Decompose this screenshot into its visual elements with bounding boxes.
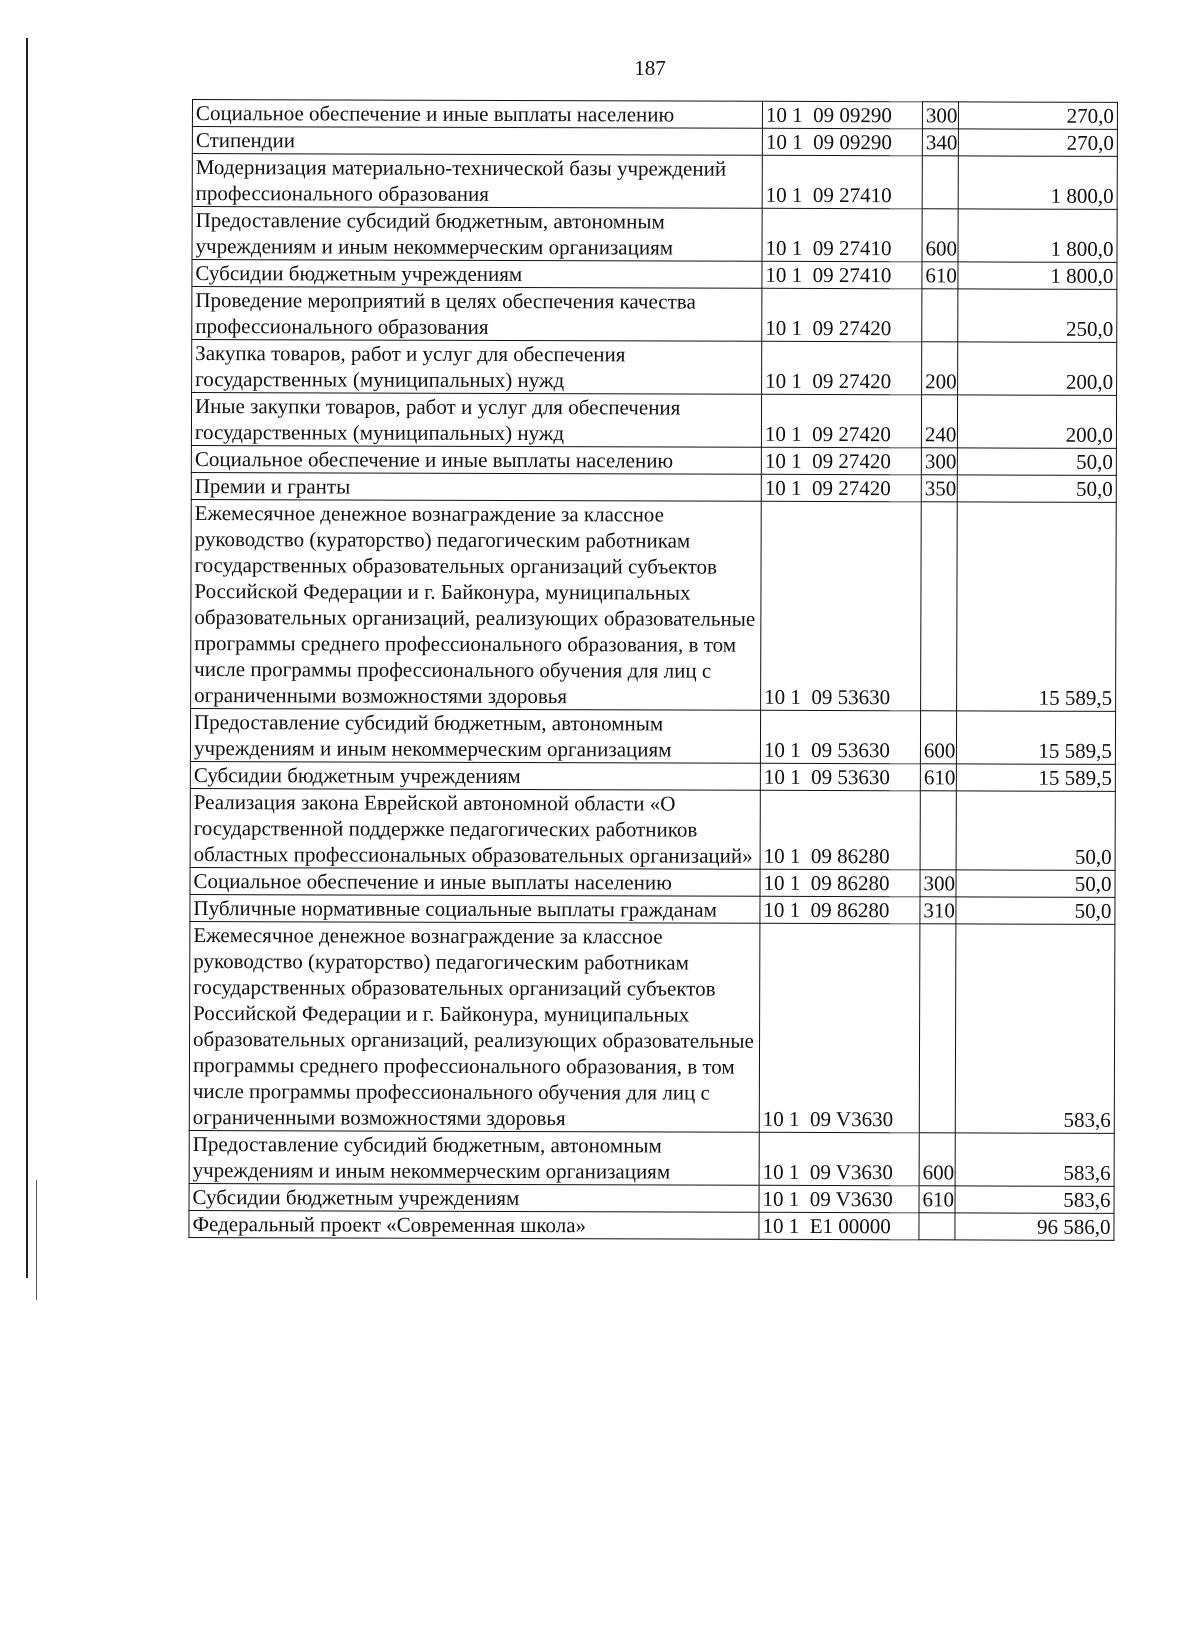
- row-expense-type: [920, 791, 956, 870]
- row-sum: 1 800,0: [958, 209, 1117, 262]
- row-sum: 1 800,0: [958, 262, 1117, 289]
- row-sum: 250,0: [958, 289, 1117, 342]
- row-sum: 50,0: [957, 448, 1116, 475]
- row-expense-type: 610: [919, 1186, 955, 1213]
- row-name: Субсидии бюджетным учреждениям: [189, 1183, 759, 1212]
- row-expense-type: 350: [921, 475, 957, 502]
- row-name: Социальное обеспечение и иные выплаты населению: [192, 100, 762, 129]
- row-code: 10 1 09 09290: [762, 101, 922, 129]
- row-sum: 200,0: [958, 342, 1117, 395]
- row-sum: 50,0: [956, 791, 1115, 870]
- table-row: [192, 340, 1117, 396]
- row-name: Социальное обеспечение и иные выплаты населению: [191, 445, 761, 474]
- row-sum: 583,6: [955, 1186, 1114, 1213]
- table-row: [190, 894, 1115, 924]
- row-name: Предоставление субсидий бюджетным, автономным учреждениям и иным некоммерческим организациям: [192, 207, 762, 262]
- left-margin-line: [26, 38, 28, 1278]
- row-sum: 15 589,5: [956, 711, 1115, 764]
- row-name: Премии и гранты: [191, 472, 761, 501]
- row-code: 10 1 09 86280: [760, 869, 920, 897]
- row-expense-type: 240: [921, 395, 957, 448]
- row-name: Публичные нормативные социальные выплаты гражданам: [190, 894, 760, 923]
- row-code: 10 1 09 53630: [760, 710, 920, 764]
- row-name: Ежемесячное денежное вознаграждение за классное руководство (кураторство) педагогическим работникам государственных образовательных организаций субъектов Российской Федерации и г. Байконура, муниципальных образовательных организаций, реализующих образовательные программы среднего профессионального образования, в том числе программы профессионального обучения для лиц с ограниченными возможностями здоровья: [189, 921, 760, 1132]
- row-code: 10 1 09 V3630: [759, 1132, 919, 1186]
- row-sum: 270,0: [958, 129, 1117, 156]
- row-name: Ежемесячное денежное вознаграждение за классное руководство (кураторство) педагогическим работникам государственных образовательных организаций субъектов Российской Федерации и г. Байконура, муниципальных образовательных организаций, реализующих образовательные программы среднего профессионального образования, в том числе программы профессионального обучения для лиц с ограниченными возможностями здоровья: [191, 499, 762, 710]
- left-margin-mark: [36, 1180, 37, 1300]
- row-code: 10 1 09 27420: [762, 288, 922, 342]
- row-name: Федеральный проект «Современная школа»: [189, 1210, 759, 1239]
- row-code: 10 1 09 V3630: [759, 1185, 919, 1213]
- row-expense-type: [921, 502, 958, 711]
- row-sum: 15 589,5: [957, 502, 1117, 711]
- row-sum: 50,0: [956, 897, 1115, 924]
- row-expense-type: 300: [920, 870, 956, 897]
- table-row: [192, 287, 1117, 343]
- row-code: 10 1 09 27410: [762, 155, 922, 209]
- row-name: Реализация закона Еврейской автономной области «О государственной поддержке педагогических работников областных профессиональных образовательных организаций»: [190, 788, 760, 869]
- row-sum: 200,0: [957, 395, 1116, 448]
- row-code: 10 1 09 53630: [761, 501, 922, 711]
- row-expense-type: 610: [922, 262, 958, 289]
- page-number: 187: [634, 56, 666, 80]
- row-expense-type: 300: [921, 448, 957, 475]
- row-code: 10 1 09 27410: [762, 261, 922, 289]
- table-row: [192, 100, 1117, 130]
- row-code: 10 1 09 27420: [762, 341, 922, 395]
- row-sum: 583,6: [955, 1133, 1114, 1186]
- table-row: [189, 1210, 1114, 1240]
- table-row: [191, 472, 1116, 502]
- row-name: Иные закупки товаров, работ и услуг для обеспечения государственных (муниципальных) нужд: [191, 393, 761, 448]
- row-code: 10 1 09 27420: [761, 474, 921, 502]
- table-row: [192, 127, 1117, 157]
- table-row: [190, 867, 1115, 897]
- row-name: Предоставление субсидий бюджетным, автономным учреждениям и иным некоммерческим организациям: [190, 708, 760, 763]
- row-expense-type: [922, 156, 958, 209]
- row-code: 10 1 09 86280: [760, 896, 920, 924]
- row-expense-type: 600: [920, 711, 956, 764]
- row-expense-type: 600: [919, 1133, 955, 1186]
- row-name: Стипендии: [192, 127, 762, 156]
- row-expense-type: 610: [920, 764, 956, 791]
- row-expense-type: 300: [922, 102, 958, 129]
- row-code: 10 1 09 53630: [760, 763, 920, 791]
- row-sum: 96 586,0: [955, 1213, 1114, 1240]
- table-row: [191, 499, 1117, 711]
- row-expense-type: 310: [920, 897, 956, 924]
- row-name: Модернизация материально-технической базы учреждений профессионального образования: [192, 154, 762, 209]
- row-name: Социальное обеспечение и иные выплаты населению: [190, 867, 760, 896]
- row-code: 10 1 09 27420: [761, 447, 921, 475]
- row-name: Закупка товаров, работ и услуг для обеспечения государственных (муниципальных) нужд: [192, 340, 762, 395]
- table-row: [190, 761, 1115, 791]
- row-code: 10 1 09 09290: [762, 128, 922, 156]
- row-expense-type: 200: [922, 342, 958, 395]
- row-expense-type: [919, 1213, 955, 1240]
- table-row: [189, 1183, 1114, 1213]
- row-name: Проведение мероприятий в целях обеспечения качества профессионального образования: [192, 287, 762, 342]
- row-sum: 50,0: [956, 870, 1115, 897]
- row-code: 10 1 E1 00000: [759, 1212, 919, 1240]
- table-row: [192, 154, 1117, 210]
- budget-table: [188, 99, 1118, 1241]
- row-sum: 50,0: [957, 475, 1116, 502]
- row-sum: 1 800,0: [958, 156, 1117, 209]
- row-code: 10 1 09 27420: [761, 394, 921, 448]
- table-row: [189, 921, 1115, 1133]
- row-expense-type: [922, 289, 958, 342]
- row-expense-type: 340: [922, 129, 958, 156]
- row-sum: 270,0: [958, 102, 1117, 129]
- table-row: [192, 260, 1117, 290]
- table-row: [192, 207, 1117, 263]
- table-row: [189, 1130, 1114, 1186]
- row-expense-type: 600: [922, 209, 958, 262]
- row-name: Предоставление субсидий бюджетным, автономным учреждениям и иным некоммерческим организациям: [189, 1130, 759, 1185]
- row-code: 10 1 09 V3630: [759, 923, 920, 1133]
- table-row: [190, 708, 1115, 764]
- row-expense-type: [919, 924, 956, 1133]
- row-name: Субсидии бюджетным учреждениям: [192, 260, 762, 289]
- row-code: 10 1 09 86280: [760, 790, 920, 870]
- table-row: [191, 445, 1116, 475]
- row-sum: 583,6: [955, 924, 1115, 1133]
- table-row: [190, 788, 1115, 870]
- row-name: Субсидии бюджетным учреждениям: [190, 761, 760, 790]
- table-row: [191, 393, 1116, 449]
- row-sum: 15 589,5: [956, 764, 1115, 791]
- row-code: 10 1 09 27410: [762, 208, 922, 262]
